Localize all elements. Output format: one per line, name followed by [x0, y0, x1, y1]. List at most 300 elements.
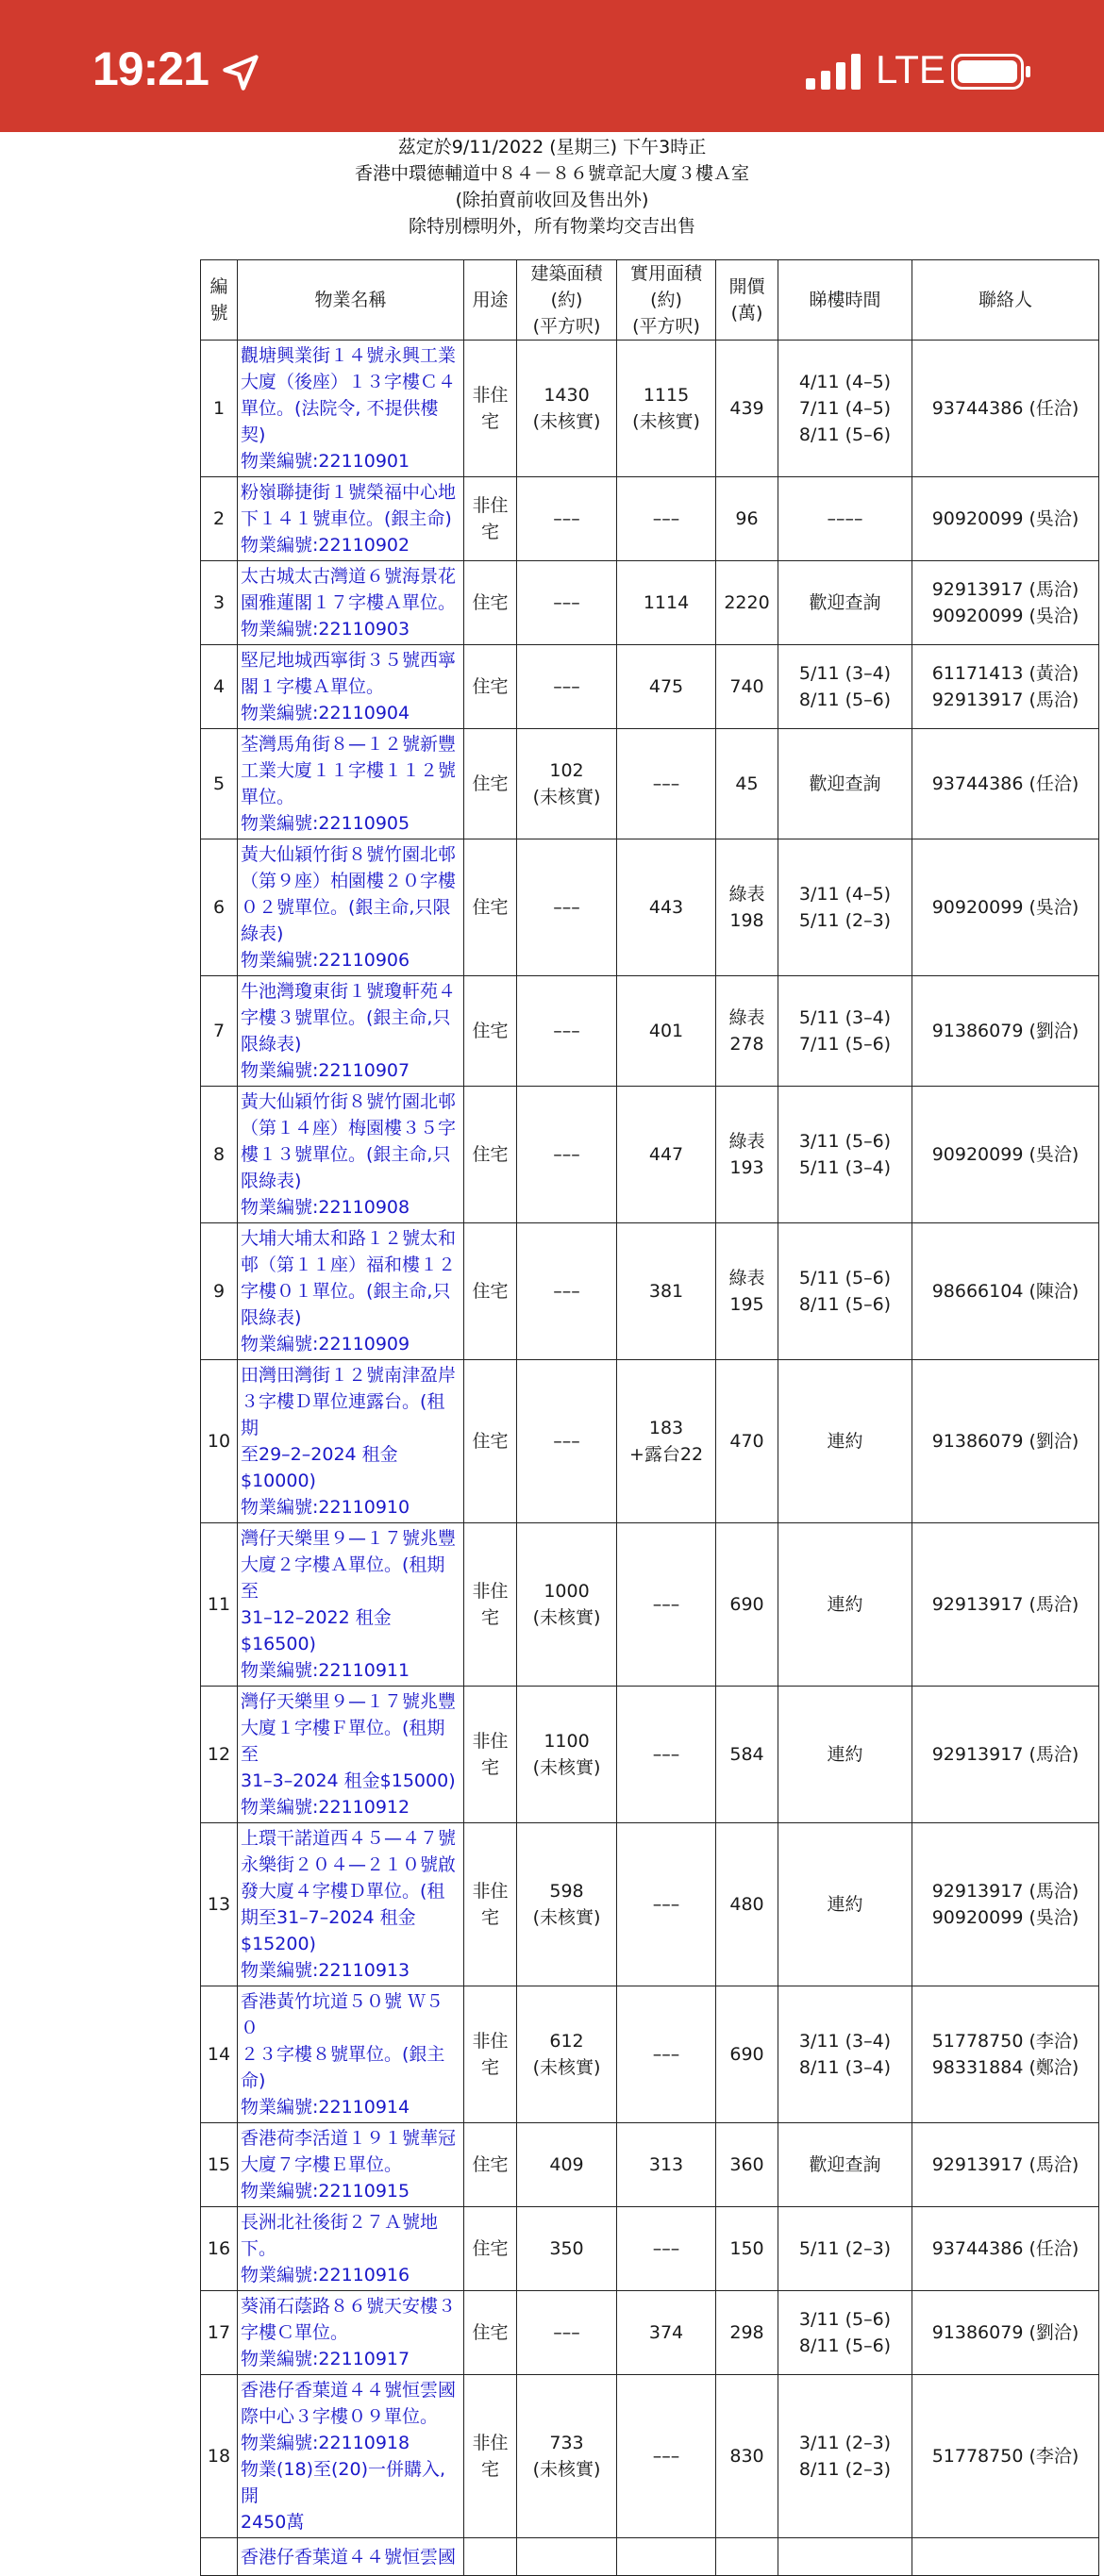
gross-area: [517, 976, 617, 1087]
gross-area: [517, 2207, 617, 2291]
property-name-line: 大廈７字樓Ｅ單位。: [241, 2154, 403, 2175]
property-use-text: 非住: [472, 1881, 509, 1902]
property-use: [464, 2207, 517, 2291]
asking-price-text: 690: [729, 2044, 764, 2065]
asking-price: [716, 2207, 778, 2291]
viewing-time-text: 3/11 (3–4): [798, 2031, 892, 2052]
gross-area-text: 598: [549, 1881, 584, 1902]
asking-price: [716, 1360, 778, 1523]
gross-area: [517, 2291, 617, 2375]
row-number: 5: [201, 729, 238, 839]
property-use-text: 宅: [480, 411, 499, 432]
asking-price: [716, 976, 778, 1087]
table-row: [201, 839, 1099, 976]
property-use: [464, 729, 517, 839]
viewing-time-text: 8/11 (5–6): [798, 1294, 892, 1315]
property-use-text: 非住: [472, 385, 509, 406]
property-use-text: 住宅: [472, 592, 509, 613]
property-name-link[interactable]: [238, 1360, 464, 1523]
saleable-area-text: –––: [652, 2044, 680, 2065]
saleable-area-text: –––: [652, 2446, 680, 2467]
saleable-area: [617, 1687, 716, 1823]
viewing-time-text: 3/11 (4–5): [798, 884, 892, 905]
viewing-time: [778, 2538, 912, 2576]
auction-header: [0, 134, 1104, 240]
asking-price-text: 綠表: [728, 1131, 765, 1152]
contact-person-text: 90920099 (吳洽): [931, 897, 1079, 918]
contact-person-text: 98331884 (鄭洽): [931, 2057, 1079, 2078]
property-use-text: 非住: [472, 1731, 509, 1752]
gross-area-text: 733: [549, 2433, 584, 2453]
property-use-text: 住宅: [472, 897, 509, 918]
contact-person: [912, 1687, 1099, 1823]
col-header-price: [716, 260, 778, 341]
property-name-link[interactable]: [238, 1986, 464, 2123]
property-name-line: 物業編號:22110910: [241, 1497, 410, 1518]
asking-price-text: 439: [729, 398, 764, 419]
property-use: [464, 1986, 517, 2123]
network-label: LTE: [876, 47, 945, 91]
saleable-area: [617, 1823, 716, 1986]
gross-area-text: –––: [553, 592, 580, 613]
property-name-line: 物業(18)至(20)一併購入,開: [241, 2459, 446, 2506]
property-name-line: 大廈（後座）１３字樓Ｃ４: [241, 372, 457, 392]
asking-price: [716, 1087, 778, 1223]
saleable-area: [617, 839, 716, 976]
asking-price-text: 740: [729, 676, 764, 697]
viewing-time-text: 8/11 (5–6): [798, 690, 892, 710]
asking-price-text: 45: [735, 773, 759, 794]
property-name-link[interactable]: [238, 477, 464, 561]
saleable-area: [617, 645, 716, 729]
row-number: 10: [201, 1360, 238, 1523]
contact-person: [912, 477, 1099, 561]
asking-price-text: 278: [729, 1034, 764, 1055]
saleable-area-text: (未核實): [632, 411, 700, 432]
property-use-text: 住宅: [472, 2238, 509, 2259]
row-number: 1: [201, 341, 238, 477]
property-name-line: 字樓３號單位。(銀主命,只: [241, 1007, 451, 1028]
contact-person: [912, 1523, 1099, 1687]
saleable-area-text: 401: [648, 1021, 684, 1041]
battery-icon: [951, 54, 1032, 90]
gross-area: [517, 1360, 617, 1523]
table-row: [201, 1223, 1099, 1360]
property-name-line: 單位。(法院令, 不提供樓契): [241, 398, 439, 445]
property-name-line: 永樂街２０４—２１０號啟: [241, 1854, 457, 1875]
auction-condition-line: 除特別標明外，所有物業均交吉出售: [408, 216, 695, 237]
asking-price-text: 690: [729, 1594, 764, 1615]
header-text: (約): [550, 290, 583, 310]
property-use-text: 住宅: [472, 1021, 509, 1041]
row-number: 8: [201, 1087, 238, 1223]
property-name-link[interactable]: [238, 1823, 464, 1986]
viewing-time-text: 8/11 (2–3): [798, 2459, 892, 2480]
property-name-line: 大埔大埔太和路１２號太和: [241, 1228, 457, 1249]
gross-area-text: 350: [549, 2238, 584, 2259]
gross-area: [517, 1087, 617, 1223]
property-name-line: 物業編號:22110906: [241, 950, 410, 971]
contact-person-text: 92913917 (馬洽): [931, 1744, 1079, 1765]
gross-area-text: 612: [549, 2031, 584, 2052]
property-name-line: 邨（第１１座）福和樓１２: [241, 1255, 457, 1275]
viewing-time: [778, 2207, 912, 2291]
property-name-line: 物業編號:22110911: [241, 1660, 410, 1681]
property-name-line: 物業編號:22110905: [241, 813, 410, 834]
status-time: 19:21: [92, 42, 209, 95]
auction-date-line: 茲定於9/11/2022 (星期三) 下午3時正: [397, 137, 707, 158]
table-header-row: [201, 260, 1099, 341]
contact-person-text: 51778750 (李洽): [931, 2031, 1079, 2052]
asking-price: [716, 1986, 778, 2123]
property-name-link[interactable]: [238, 976, 464, 1087]
property-name-line: 灣仔天樂里９—１７號兆豐: [241, 1528, 457, 1549]
property-use-text: 宅: [480, 2057, 499, 2078]
table-row: [201, 1687, 1099, 1823]
property-name-line: ０２號單位。(銀主命,只限: [241, 897, 451, 918]
header-text: 建築面積: [530, 263, 603, 284]
saleable-area-text: 447: [648, 1144, 684, 1165]
header-text: 物業名稱: [314, 290, 387, 310]
saleable-area-text: 313: [648, 2154, 684, 2175]
viewing-time: [778, 1523, 912, 1687]
property-name-line: 31–3–2024 租金$15000): [241, 1770, 456, 1791]
gross-area-text: (未核實): [532, 787, 601, 807]
asking-price: [716, 341, 778, 477]
contact-person: [912, 645, 1099, 729]
viewing-time-text: ––––: [827, 508, 863, 529]
property-name-line: 長洲北社後街２７Ａ號地: [241, 2212, 439, 2233]
saleable-area: [617, 1523, 716, 1687]
property-name-line: 大廈１字樓Ｆ單位。(租期至: [241, 1718, 445, 1765]
viewing-time: [778, 1223, 912, 1360]
gross-area: [517, 2123, 617, 2207]
gross-area: [517, 1523, 617, 1687]
asking-price: [716, 2538, 778, 2576]
saleable-area-text: 381: [648, 1281, 684, 1302]
asking-price-text: 綠表: [728, 884, 765, 905]
property-name-link[interactable]: [238, 645, 464, 729]
gross-area-text: –––: [553, 1431, 580, 1452]
viewing-time: [778, 1823, 912, 1986]
viewing-time-text: 7/11 (5–6): [798, 1034, 892, 1055]
table-row: [201, 341, 1099, 477]
gross-area-text: –––: [553, 897, 580, 918]
saleable-area-text: 1114: [643, 592, 690, 613]
property-use-text: 宅: [480, 1907, 499, 1928]
property-name-line: 灣仔天樂里９—１７號兆豐: [241, 1691, 457, 1712]
header-text: 編: [209, 276, 228, 297]
contact-person: [912, 1360, 1099, 1523]
property-use-text: 住宅: [472, 1144, 509, 1165]
contact-person-text: 92913917 (馬洽): [931, 579, 1079, 600]
gross-area-text: –––: [553, 508, 580, 529]
property-name-link[interactable]: [238, 2123, 464, 2207]
property-use-text: 住宅: [472, 1281, 509, 1302]
property-use: [464, 1823, 517, 1986]
property-name-line: 閣１字樓Ａ單位。: [241, 676, 385, 697]
gross-area-text: –––: [553, 1021, 580, 1041]
saleable-area: [617, 2375, 716, 2538]
contact-person-text: 92913917 (馬洽): [931, 1881, 1079, 1902]
contact-person-text: 98666104 (陳洽): [931, 1281, 1079, 1302]
property-name-line: 綠表): [241, 923, 284, 944]
property-use: [464, 1360, 517, 1523]
property-name-line: 物業編號:22110914: [241, 2097, 410, 2118]
saleable-area-text: –––: [652, 508, 680, 529]
saleable-area: [617, 2123, 716, 2207]
contact-person-text: 90920099 (吳洽): [931, 508, 1079, 529]
property-use-text: 宅: [480, 1607, 499, 1628]
asking-price-text: 198: [729, 910, 764, 931]
gross-area: [517, 2538, 617, 2576]
property-name-line: 大廈２字樓Ａ單位。(租期至: [241, 1554, 445, 1602]
property-use-text: 宅: [480, 1757, 499, 1778]
contact-person: [912, 839, 1099, 976]
property-use-text: 非住: [472, 1581, 509, 1602]
auction-venue-line: 香港中環德輔道中８４－８６號章記大廈３樓Ａ室: [354, 163, 749, 184]
property-name-line: 限綠表): [241, 1034, 302, 1055]
saleable-area: [617, 341, 716, 477]
property-name-line: 物業編號:22110907: [241, 1060, 410, 1081]
property-name-link[interactable]: [238, 839, 464, 976]
header-text: 睇樓時間: [809, 290, 881, 310]
table-row: [201, 1823, 1099, 1986]
property-use: [464, 1523, 517, 1687]
asking-price-text: 480: [729, 1894, 764, 1915]
property-name-line: 物業編號:22110904: [241, 703, 410, 723]
viewing-time: [778, 2291, 912, 2375]
property-name-link[interactable]: [238, 2538, 464, 2576]
contact-person: [912, 2207, 1099, 2291]
gross-area: [517, 1223, 617, 1360]
table-row: [201, 2375, 1099, 2538]
signal-icon: [806, 54, 862, 90]
table-row: [201, 976, 1099, 1087]
property-name-line: 堅尼地城西寧街３５號西寧: [241, 650, 457, 671]
property-name-line: 命): [241, 2070, 266, 2091]
gross-area: [517, 477, 617, 561]
location-arrow-icon: [220, 52, 261, 93]
gross-area-text: (未核實): [532, 1757, 601, 1778]
gross-area-text: 409: [549, 2154, 584, 2175]
col-header-no: [201, 260, 238, 341]
status-bar: [0, 0, 1104, 132]
property-name-line: 物業編號:22110901: [241, 451, 410, 472]
saleable-area-text: –––: [652, 1594, 680, 1615]
contact-person-text: 93744386 (任洽): [931, 398, 1079, 419]
contact-person-text: 93744386 (任洽): [931, 2238, 1079, 2259]
viewing-time-text: 5/11 (5–6): [798, 1268, 892, 1288]
asking-price: [716, 2291, 778, 2375]
asking-price: [716, 561, 778, 645]
contact-person: [912, 341, 1099, 477]
asking-price: [716, 729, 778, 839]
property-use-text: 非住: [472, 2433, 509, 2453]
property-use: [464, 2538, 517, 2576]
contact-person: [912, 2291, 1099, 2375]
property-name-link[interactable]: [238, 1223, 464, 1360]
viewing-time: [778, 976, 912, 1087]
gross-area-text: 102: [549, 760, 584, 781]
gross-area-text: –––: [553, 1144, 580, 1165]
table-row: [201, 1360, 1099, 1523]
saleable-area-text: 1115: [643, 385, 690, 406]
gross-area: [517, 645, 617, 729]
gross-area: [517, 2375, 617, 2538]
row-number: [201, 2538, 238, 2576]
property-name-line: 香港仔香葉道４４號恒雲國: [241, 2380, 457, 2401]
contact-person-text: 91386079 (劉洽): [931, 2322, 1079, 2343]
property-listing-table: [200, 259, 1099, 2576]
property-name-line: 下１４１號車位。(銀主命): [241, 508, 452, 529]
contact-person: [912, 2538, 1099, 2576]
saleable-area-text: –––: [652, 2238, 680, 2259]
saleable-area-text: –––: [652, 773, 680, 794]
property-name-line: 觀塘興業街１４號永興工業: [241, 345, 457, 366]
table-row: [201, 729, 1099, 839]
header-text: 用途: [472, 290, 509, 310]
row-number: 12: [201, 1687, 238, 1823]
table-row: [201, 2538, 1099, 2576]
property-use-text: 住宅: [472, 2154, 509, 2175]
property-name-link[interactable]: [238, 2291, 464, 2375]
saleable-area-text: 443: [648, 897, 684, 918]
contact-person-text: 93744386 (任洽): [931, 773, 1079, 794]
col-header-use: [464, 260, 517, 341]
property-use: [464, 341, 517, 477]
viewing-time-text: 4/11 (4–5): [798, 372, 892, 392]
property-name-link[interactable]: [238, 1687, 464, 1823]
contact-person-text: 91386079 (劉洽): [931, 1021, 1079, 1041]
asking-price-text: 830: [729, 2446, 764, 2467]
property-use-text: 非住: [472, 2031, 509, 2052]
viewing-time-text: 7/11 (4–5): [798, 398, 892, 419]
property-name-line: 限綠表): [241, 1307, 302, 1328]
property-name-line: 園雅蓮閣１７字樓Ａ單位。: [241, 592, 457, 613]
property-name-line: 牛池灣瓊東街１號瓊軒苑４: [241, 981, 457, 1002]
property-name-line: 黃大仙穎竹街８號竹園北邨: [241, 844, 457, 865]
property-name-link[interactable]: [238, 341, 464, 477]
viewing-time-text: 5/11 (2–3): [798, 910, 892, 931]
contact-person: [912, 1823, 1099, 1986]
auction-note-line: (除拍賣前收回及售出外): [455, 190, 649, 210]
contact-person: [912, 2123, 1099, 2207]
saleable-area-text: –––: [652, 1744, 680, 1765]
saleable-area: [617, 1087, 716, 1223]
header-text: (萬): [730, 303, 763, 324]
viewing-time-text: 3/11 (2–3): [798, 2433, 892, 2453]
col-header-gross-area: [517, 260, 617, 341]
asking-price: [716, 1523, 778, 1687]
asking-price: [716, 645, 778, 729]
table-row: [201, 477, 1099, 561]
property-use: [464, 2123, 517, 2207]
asking-price-text: 298: [729, 2322, 764, 2343]
viewing-time: [778, 2375, 912, 2538]
saleable-area-text: –––: [652, 1894, 680, 1915]
property-name-line: 物業編號:22110912: [241, 1797, 410, 1818]
row-number: 15: [201, 2123, 238, 2207]
contact-person-text: 91386079 (劉洽): [931, 1431, 1079, 1452]
viewing-time-text: 5/11 (3–4): [798, 663, 892, 684]
row-number: 3: [201, 561, 238, 645]
property-name-link[interactable]: [238, 729, 464, 839]
table-row: [201, 1523, 1099, 1687]
viewing-time: [778, 1087, 912, 1223]
viewing-time-text: 歡迎查詢: [809, 592, 881, 613]
viewing-time: [778, 729, 912, 839]
property-name-line: 至29–2–2024 租金$10000): [241, 1444, 398, 1491]
gross-area: [517, 729, 617, 839]
saleable-area: [617, 1360, 716, 1523]
table-row: [201, 645, 1099, 729]
property-name-line: 單位。: [241, 787, 295, 807]
property-name-line: 字樓０１單位。(銀主命,只: [241, 1281, 451, 1302]
header-text: 實用面積: [629, 263, 702, 284]
property-name-link[interactable]: [238, 2375, 464, 2538]
contact-person: [912, 976, 1099, 1087]
gross-area-text: 1430: [544, 385, 590, 406]
property-name-line: ２３字樓８號單位。(銀主: [241, 2044, 445, 2065]
property-name-line: 物業編號:22110913: [241, 1960, 410, 1981]
property-name-line: 荃灣馬角街８—１２號新豐: [241, 734, 457, 755]
gross-area-text: –––: [553, 2322, 580, 2343]
property-use-text: 住宅: [472, 1431, 509, 1452]
property-name-link[interactable]: [238, 2207, 464, 2291]
property-name-link[interactable]: [238, 561, 464, 645]
property-use: [464, 645, 517, 729]
gross-area-text: (未核實): [532, 411, 601, 432]
property-name-link[interactable]: [238, 1087, 464, 1223]
property-name-link[interactable]: [238, 1523, 464, 1687]
property-use: [464, 477, 517, 561]
property-name-line: 葵涌石蔭路８６號天安樓３: [241, 2296, 457, 2317]
row-number: 11: [201, 1523, 238, 1687]
viewing-time: [778, 2123, 912, 2207]
gross-area-text: –––: [553, 1281, 580, 1302]
contact-person: [912, 729, 1099, 839]
contact-person-text: 90920099 (吳洽): [931, 1144, 1079, 1165]
gross-area-text: 1100: [544, 1731, 590, 1752]
table-row: [201, 1087, 1099, 1223]
viewing-time-text: 8/11 (3–4): [798, 2057, 892, 2078]
header-text: 聯絡人: [978, 290, 1032, 310]
header-text: (平方呎): [532, 316, 601, 337]
saleable-area: [617, 729, 716, 839]
property-name-line: 2450萬: [241, 2512, 305, 2533]
row-number: 16: [201, 2207, 238, 2291]
contact-person-text: 51778750 (李洽): [931, 2446, 1079, 2467]
row-number: 6: [201, 839, 238, 976]
row-number: 7: [201, 976, 238, 1087]
property-name-line: 香港荷李活道１９１號華冠: [241, 2128, 457, 2149]
property-name-line: 際中心３字樓０９單位。: [241, 2406, 439, 2427]
col-header-viewing: [778, 260, 912, 341]
gross-area-text: 1000: [544, 1581, 590, 1602]
property-use-text: 非住: [472, 495, 509, 516]
gross-area-text: –––: [553, 676, 580, 697]
contact-person: [912, 2375, 1099, 2538]
header-text: 開價: [728, 276, 765, 297]
property-name-line: 田灣田灣街１２號南津盈岸: [241, 1365, 457, 1386]
property-name-line: 樓１３號單位。(銀主命,只: [241, 1144, 451, 1165]
viewing-time-text: 8/11 (5–6): [798, 2335, 892, 2356]
property-name-line: 上環干諾道西４５—４７號: [241, 1828, 457, 1849]
gross-area: [517, 1823, 617, 1986]
property-use-text: 宅: [480, 2459, 499, 2480]
property-name-line: 物業編號:22110902: [241, 535, 410, 556]
